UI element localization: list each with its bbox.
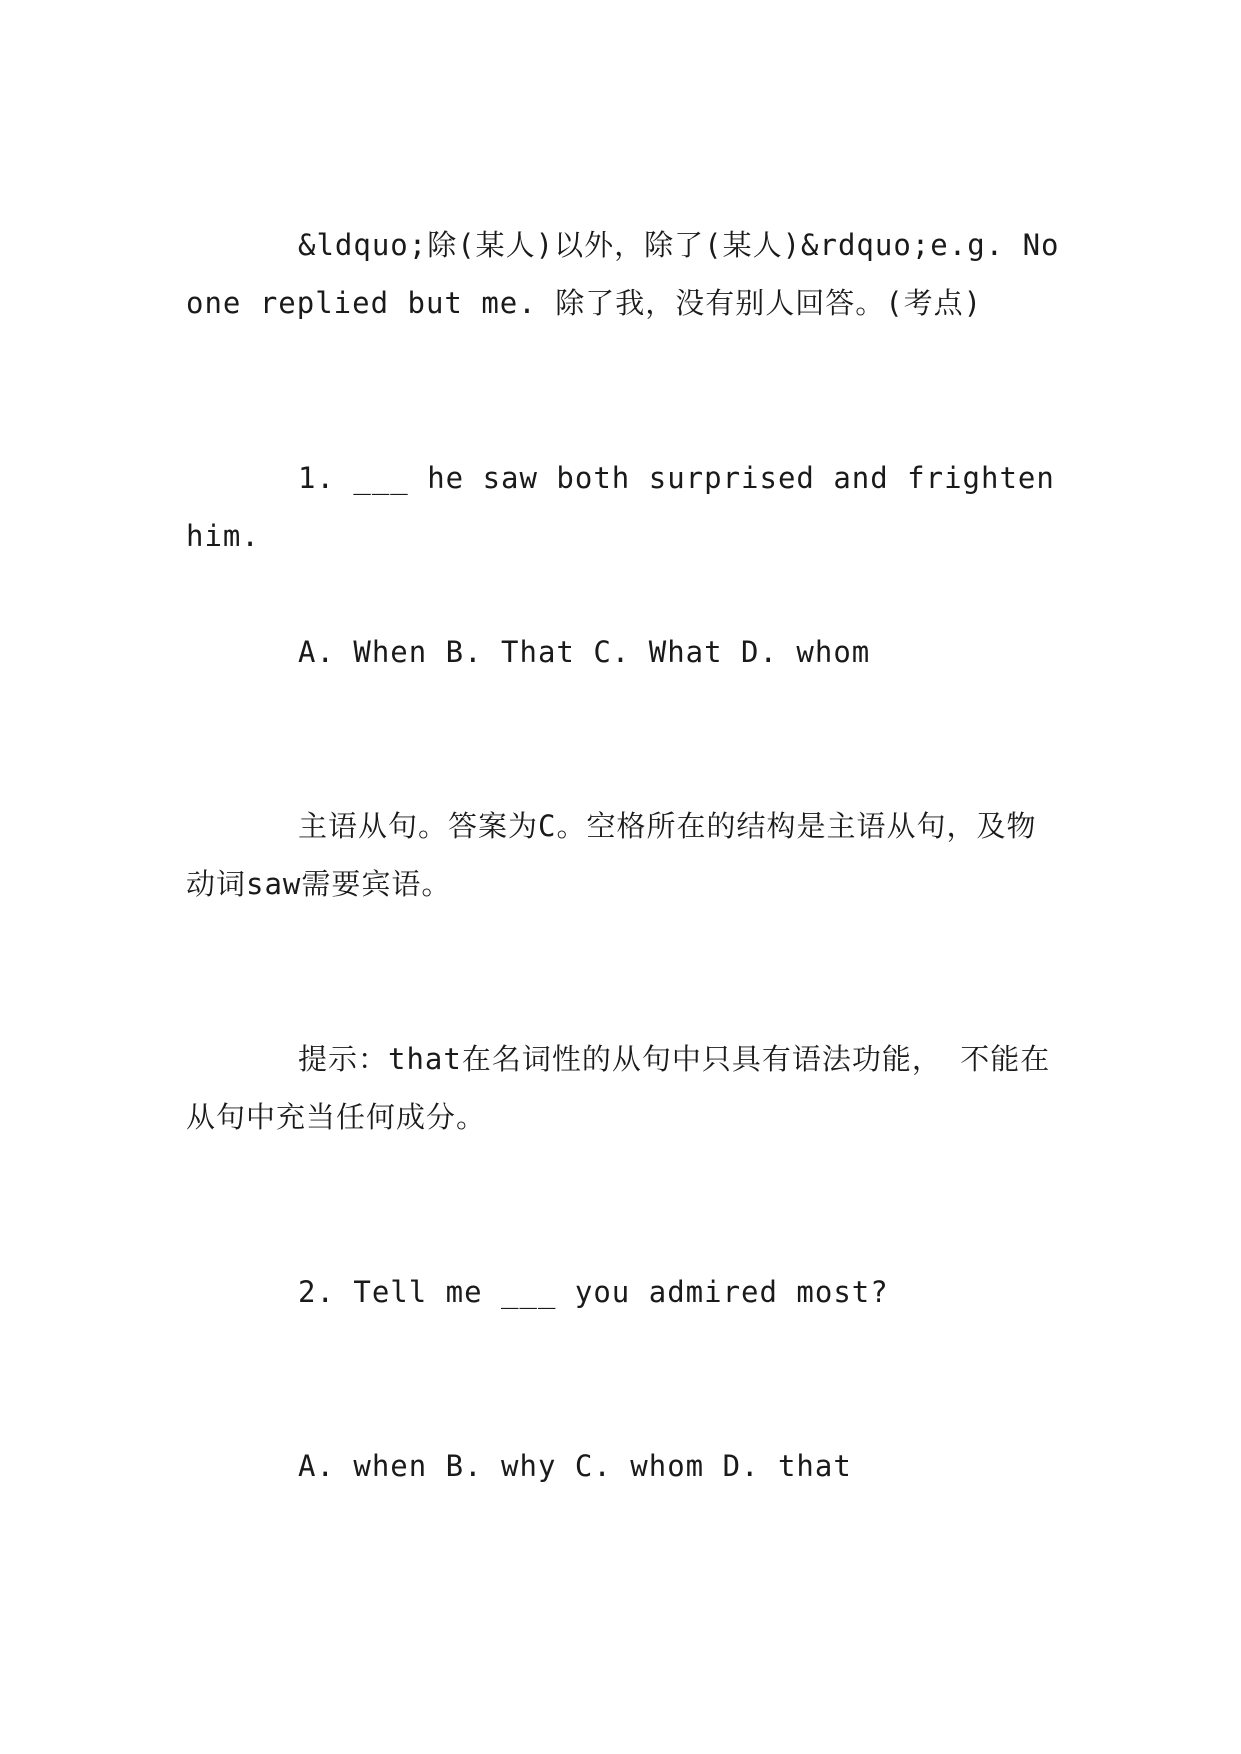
question-2: 2. Tell me ___ you admired most? <box>298 1275 889 1309</box>
question-1-explanation: 主语从句。答案为C。空格所在的结构是主语从句，及物动词saw需要宾语。 <box>186 809 1037 901</box>
paragraph-but-usage: &ldquo;除(某人)以外，除了(某人)&rdquo;e.g. No one replied but me. 除了我，没有别人回答。(考点) <box>186 228 1060 320</box>
question-1-options: A. When B. That C. What D. whom <box>298 635 871 669</box>
question-1: 1. ___ he saw both surprised and frighten him. <box>186 461 1055 553</box>
question-2-options: A. when B. why C. whom D. that <box>298 1449 852 1483</box>
question-1-hint: 提示：that在名词性的从句中只具有语法功能， 不能在从句中充当任何成分。 <box>186 1042 1051 1134</box>
